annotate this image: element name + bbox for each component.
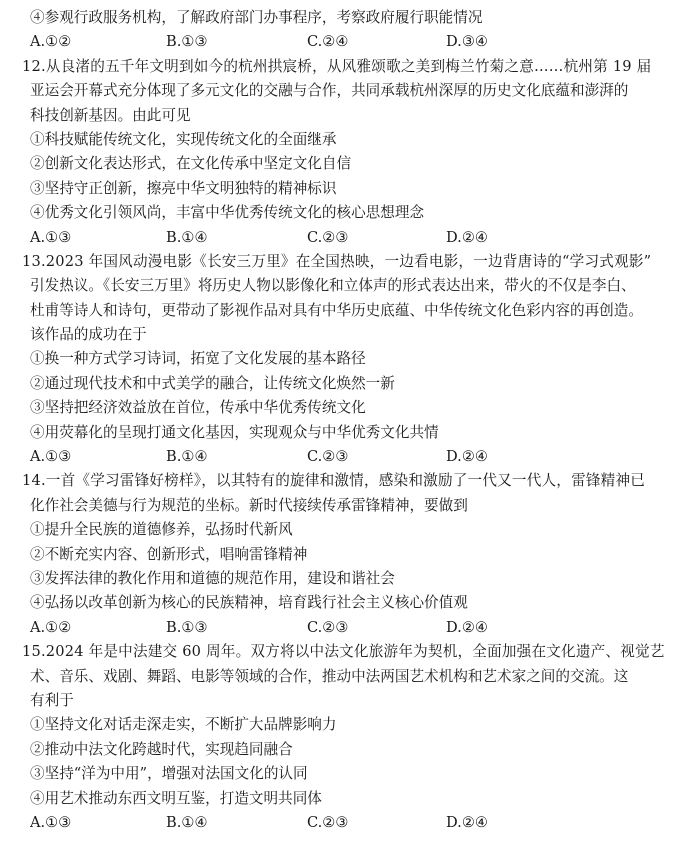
choice-item: ②不断充实内容、创新形式，唱响雷锋精神: [30, 545, 308, 563]
option-b: B.①③: [166, 33, 208, 51]
option-a: A.①③: [30, 813, 72, 831]
option-d: D.②④: [446, 448, 488, 466]
choice-item: ③坚持“洋为中用”，增强对法国文化的认同: [30, 765, 308, 783]
question-stem-line: 杜甫等诗人和诗句，更带动了影视作品对具有中华历史底蕴、中华传统文化色彩内容的再创造。: [30, 301, 643, 319]
question-stem-line: 14.一首《学习雷锋好榜样》，以其特有的旋律和激情，感染和激励了一代又一代人，雷锋精神已: [22, 472, 646, 490]
option-a: A.①②: [30, 33, 72, 51]
option-c: C.②③: [307, 618, 349, 636]
choice-item: ①换一种方式学习诗词，拓宽了文化发展的基本路径: [30, 350, 366, 368]
choice-item: ④用荧幕化的呈现打通文化基因，实现观众与中华优秀文化共情: [30, 423, 439, 441]
answer-options: [22, 226, 670, 250]
question-14: [22, 469, 670, 640]
option-d: D.②④: [446, 228, 488, 246]
choice-item: ③坚持守正创新，擦亮中华文明独特的精神标识: [30, 179, 337, 197]
question-stem-line: 13.2023 年国风动漫电影《长安三万里》在全国热映，一边看电影，一边背唐诗的“学习式观影”: [22, 252, 652, 270]
question-13: [22, 250, 670, 470]
choice-item: ④弘扬以改革创新为核心的民族精神，培育践行社会主义核心价值观: [30, 594, 468, 612]
choice-item: ④用艺术推动东西文明互鉴，打造文明共同体: [30, 789, 322, 807]
option-b: B.①③: [166, 618, 208, 636]
question-stem-line: 引发热议。《长安三万里》将历史人物以影像化和立体声的形式表达出来，带火的不仅是李白、: [30, 277, 636, 295]
question-stem-line: 该作品的成功在于: [30, 326, 147, 344]
option-b: B.①④: [166, 228, 208, 246]
choice-item: ④参观行政服务机构，了解政府部门办事程序，考察政府履行职能情况: [30, 9, 483, 26]
choice-item: ①科技赋能传统文化，实现传统文化的全面继承: [30, 130, 337, 148]
question-stem-line: 亚运会开幕式充分体现了多元文化的交融与合作，共同承载杭州深厚的历史文化底蕴和澎湃的: [30, 82, 629, 100]
choice-item: ②创新文化表达形式，在文化传承中坚定文化自信: [30, 155, 352, 173]
choice-item: ①提升全民族的道德修养，弘扬时代新风: [30, 521, 293, 539]
option-c: C.②④: [307, 33, 349, 51]
choice-item: ②通过现代技术和中式美学的融合，让传统文化焕然一新: [30, 374, 395, 392]
choice-item: ②推动中法文化跨越时代，实现趋同融合: [30, 740, 293, 758]
choice-item: ③发挥法律的教化作用和道德的规范作用，建设和谐社会: [30, 569, 395, 587]
option-b: B.①④: [166, 813, 208, 831]
question-stem-line: 有利于: [30, 691, 74, 709]
question-stem-line: 术、音乐、戏剧、舞蹈、电影等领域的合作，推动中法两国艺术机构和艺术家之间的交流。这: [30, 667, 629, 685]
option-b: B.①④: [166, 448, 208, 466]
answer-options: [22, 616, 670, 640]
choice-item: ④优秀文化引领风尚，丰富中华优秀传统文化的核心思想理念: [30, 204, 425, 222]
option-d: D.②④: [446, 618, 488, 636]
option-a: A.①③: [30, 448, 72, 466]
answer-options: [22, 811, 670, 835]
option-a: A.①②: [30, 618, 72, 636]
question-15: [22, 640, 670, 835]
choice-item: ①坚持文化对话走深走实，不断扩大品牌影响力: [30, 716, 337, 734]
option-a: A.①③: [30, 228, 72, 246]
option-d: D.③④: [446, 33, 488, 51]
answer-options: [22, 445, 670, 469]
choice-item: ③坚持把经济效益放在首位，传承中华优秀传统文化: [30, 399, 366, 417]
question-11-tail: [22, 6, 670, 55]
question-stem-line: 15.2024 年是中法建交 60 周年。双方将以中法文化旅游年为契机，全面加强在文化遗产、视觉艺: [22, 643, 665, 661]
option-c: C.②③: [307, 813, 349, 831]
answer-options: [22, 30, 670, 54]
question-stem-line: 化作社会美德与行为规范的坐标。新时代接续传承雷锋精神，要做到: [30, 496, 468, 514]
question-12: [22, 55, 670, 250]
question-stem-line: 12.从良渚的五千年文明到如今的杭州拱宸桥，从风雅颂歌之美到梅兰竹菊之意……杭州第 19 届: [22, 57, 652, 75]
question-stem-line: 科技创新基因。由此可见: [30, 106, 191, 124]
option-c: C.②③: [307, 448, 349, 466]
option-d: D.②④: [446, 813, 488, 831]
option-c: C.②③: [307, 228, 349, 246]
